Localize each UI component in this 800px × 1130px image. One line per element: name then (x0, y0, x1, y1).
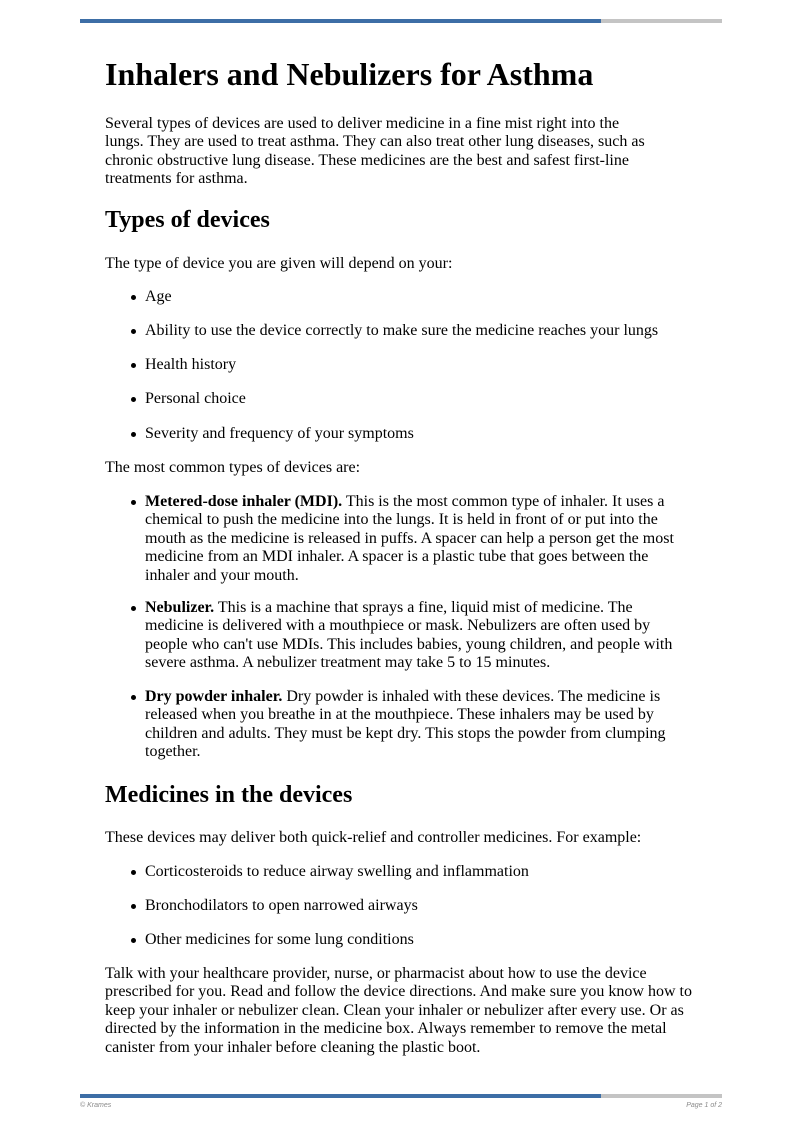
list-item: Age (145, 288, 172, 305)
closing-line: Talk with your healthcare provider, nurse, or pharmacist about how to use the device (105, 965, 647, 982)
list-item: Other medicines for some lung conditions (145, 931, 414, 948)
closing-line: canister from your inhaler before cleaning the plastic boot. (105, 1038, 481, 1056)
device-item-mdi (145, 493, 674, 585)
common-devices-lead-text: The most common types of devices are: (105, 459, 361, 476)
bullet-icon (131, 695, 136, 700)
device-item-nebulizer (145, 599, 672, 673)
device-line (145, 493, 674, 511)
device-term: Metered-dose inhaler (MDI). (145, 493, 343, 510)
bullet-icon (131, 329, 136, 334)
device-text: Dry powder is inhaled with these devices. The medicine is (286, 688, 661, 705)
list-item: Severity and frequency of your symptoms (145, 425, 414, 442)
device-term: Nebulizer. (145, 599, 215, 616)
device-text: This is a machine that sprays a fine, liquid mist of medicine. The (217, 599, 633, 616)
device-line: released when you breathe in at the mouthpiece. These inhalers may be used by (145, 706, 654, 724)
list-item: Ability to use the device correctly to make sure the medicine reaches your lungs (145, 322, 659, 339)
bullet-icon (131, 432, 136, 437)
closing-paragraph (105, 965, 692, 1057)
footer-copyright: © Krames (80, 1102, 112, 1109)
footer-page-number: Page 1 of 2 (686, 1102, 722, 1109)
device-line (145, 599, 672, 617)
bullet-icon (131, 606, 136, 611)
closing-line: prescribed for you. Read and follow the device directions. And make sure you know how to (105, 983, 692, 1001)
bullet-icon (131, 500, 136, 505)
device-line: chemical to push the medicine into the lungs. It is held in front of or put into the (145, 511, 658, 529)
section-heading-medicines: Medicines in the devices (105, 782, 353, 808)
device-line: medicine from an MDI inhaler. A spacer is a plastic tube that goes between the (145, 548, 649, 566)
intro-line: treatments for asthma. (105, 170, 248, 188)
device-line: mouth as the medicine is released in puffs. A spacer can help a person get the most (145, 529, 674, 547)
bullet-icon (131, 938, 136, 943)
device-line: severe asthma. A nebulizer treatment may take 5 to 15 minutes. (145, 654, 551, 672)
bullet-icon (131, 363, 136, 368)
list-item: Personal choice (145, 390, 246, 407)
bullet-icon (131, 870, 136, 875)
footer-rule (80, 1094, 722, 1098)
medicines-lead-text: These devices may deliver both quick-relief and controller medicines. For example: (105, 829, 642, 846)
device-line: medicine is delivered with a mouthpiece or mask. Nebulizers are often used by (145, 617, 651, 635)
list-item: Health history (145, 356, 237, 373)
device-item-dry-powder (145, 688, 666, 762)
intro-paragraph (105, 115, 645, 189)
page-title: Inhalers and Nebulizers for Asthma (105, 56, 594, 92)
bullet-icon (131, 397, 136, 402)
intro-line: chronic obstructive lung disease. These medicines are the best and safest first-line (105, 151, 629, 169)
device-line: people who can't use MDIs. This includes babies, young children, and people with (145, 635, 673, 653)
device-line: inhaler and your mouth. (145, 566, 299, 584)
device-line: children and adults. They must be kept dry. This stops the powder from clumping (145, 724, 666, 742)
intro-line: lungs. They are used to treat asthma. They can also treat other lung diseases, such as (105, 133, 645, 151)
device-line (145, 688, 666, 706)
closing-line: directed by the information in the medicine box. Always remember to remove the metal (105, 1020, 667, 1038)
device-text: This is the most common type of inhaler. It uses a (345, 493, 665, 510)
types-lead-text: The type of device you are given will depend on your: (105, 255, 453, 272)
list-item: Bronchodilators to open narrowed airways (145, 897, 418, 914)
bullet-icon (131, 295, 136, 300)
header-rule-accent (80, 19, 601, 23)
header-rule (80, 19, 722, 23)
footer-rule-accent (80, 1094, 601, 1098)
intro-line: Several types of devices are used to deliver medicine in a fine mist right into the (105, 115, 620, 132)
closing-line: keep your inhaler or nebulizer clean. Clean your inhaler or nebulizer after every use. Or as (105, 1001, 684, 1019)
section-heading-types: Types of devices (105, 207, 270, 233)
bullet-icon (131, 904, 136, 909)
device-term: Dry powder inhaler. (145, 688, 283, 705)
device-line: together. (145, 743, 201, 761)
list-item: Corticosteroids to reduce airway swelling and inflammation (145, 863, 529, 880)
